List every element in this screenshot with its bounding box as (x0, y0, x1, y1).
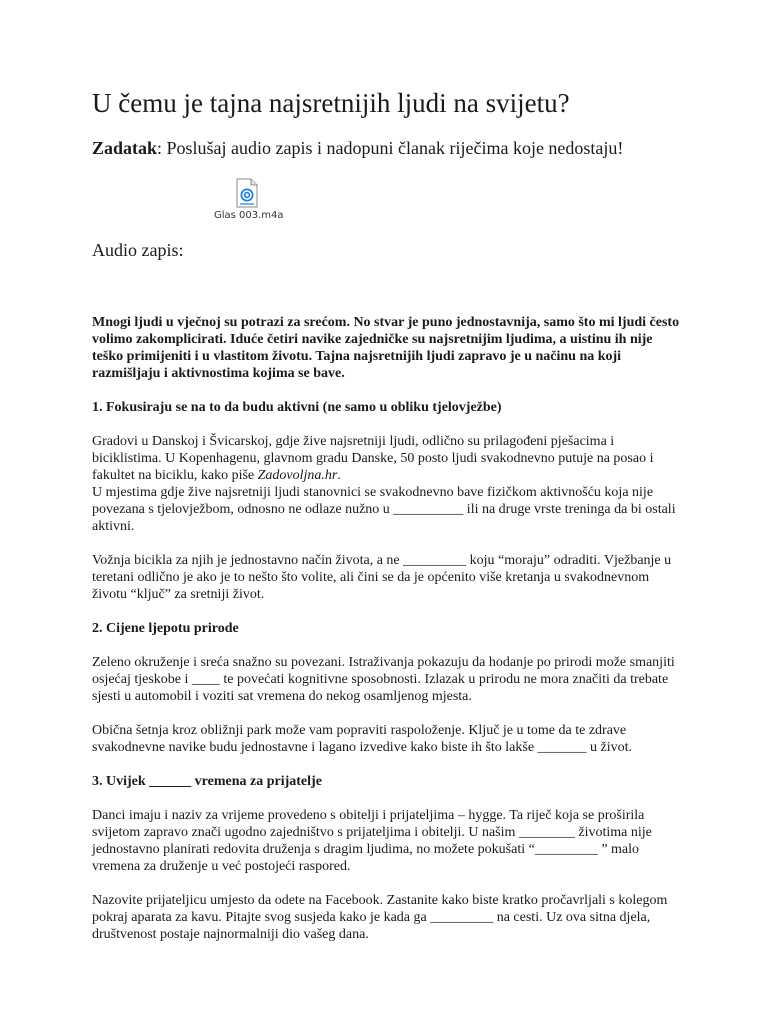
article-body (92, 314, 682, 960)
audio-file-icon[interactable] (235, 178, 259, 208)
attachment-filename[interactable]: Glas 003.m4a (214, 210, 284, 221)
section-1-paragraph-1 (92, 433, 682, 535)
section-1-heading: 1. Fokusiraju se na to da budu aktivni (ne samo u obliku tjelovježbe) (92, 400, 502, 415)
section-3-paragraph-2: Nazovite prijateljicu umjesto da odete na Facebook. Zastanite kako biste kratko pročavrljali s kolegom pokraj aparata za kavu. Pitajte svog susjeda kako je kada ga _________ na cesti. Uz ova sitna djela, društvenost postaje najnormalniji dio vašeg dana. (92, 893, 668, 942)
section-3-heading: 3. Uvijek ______ vremena za prijatelje (92, 774, 322, 789)
task-label: Zadatak (92, 138, 158, 158)
audio-attachment[interactable] (214, 178, 284, 221)
section-1-text-b: . (337, 468, 341, 483)
audio-label: Audio zapis: (92, 240, 184, 260)
task-instruction (92, 136, 623, 160)
section-3-paragraph-1: Danci imaju i naziv za vrijeme provedeno s obitelji i prijateljima – hygge. Ta riječ koja se proširila svijetom zapravo znači ugodno zajedništvo s prijateljima i obitelji. U našim ________ životima nije jednostavno planirati redovita druženja s dragim ljudima, no možete pokušati “_________ ” malo vremena za druženje u već postojeći raspored. (92, 808, 652, 874)
section-1-text-c: U mjestima gdje žive najsretniji ljudi stanovnici se svakodnevno bave fizičkom aktivnošću koja nije povezana s tjelovježbom, odnosno ne odlaze nužno u __________ ili na druge vrste treninga da bi ostali aktivni. (92, 485, 676, 534)
section-1-source: Zadovoljna.hr (257, 468, 338, 483)
section-2-paragraph-1: Zeleno okruženje i sreća snažno su povezani. Istraživanja pokazuju da hodanje po prirodi može smanjiti osjećaj tjeskobe i ____ te povećati kognitivne sposobnosti. Izlazak u prirodu ne mora značiti da trebate sjesti u automobil i voziti sat vremena do nekog osamljenog mjesta. (92, 655, 675, 704)
task-text: : Poslušaj audio zapis i nadopuni članak riječima koje nedostaju! (157, 138, 624, 158)
document-title: U čemu je tajna najsretnijih ljudi na svijetu? (92, 88, 570, 118)
section-1-text-a: Gradovi u Danskoj i Švicarskoj, gdje žive najsretniji ljudi, odlično su prilagođeni pješacima i biciklistima. U Kopenhagenu, glavnom gradu Danske, 50 posto ljudi svakodnevno putuje na posao i fakultet na biciklu, kako piše (92, 434, 654, 483)
section-1-paragraph-2: Vožnja bicikla za njih je jednostavno način života, a ne _________ koju “moraju” odraditi. Vježbanje u teretani odlično je ako je to nešto što volite, ali čini se da je općenito više kretanja u svakodnevnom životu “ključ” za sretniji život. (92, 553, 672, 602)
article-intro: Mnogi ljudi u vječnoj su potrazi za srećom. No stvar je puno jednostavnija, samo što mi ljudi često volimo zakomplicirati. Iduće četiri navike zajedničke su najsretnijim ljudima, a uistinu ih nije teško primijeniti i u vlastitom životu. Tajna najsretnijih ljudi zapravo je u načinu na koji razmišljaju i aktivnostima kojima se bave. (92, 315, 680, 381)
section-2-paragraph-2: Obična šetnja kroz obližnji park može vam popraviti raspoloženje. Ključ je u tome da te zdrave svakodnevne navike budu jednostavne i lagano izvedive kako biste ih što lakše _______ u život. (92, 723, 633, 755)
section-2-heading: 2. Cijene ljepotu prirode (92, 621, 239, 636)
